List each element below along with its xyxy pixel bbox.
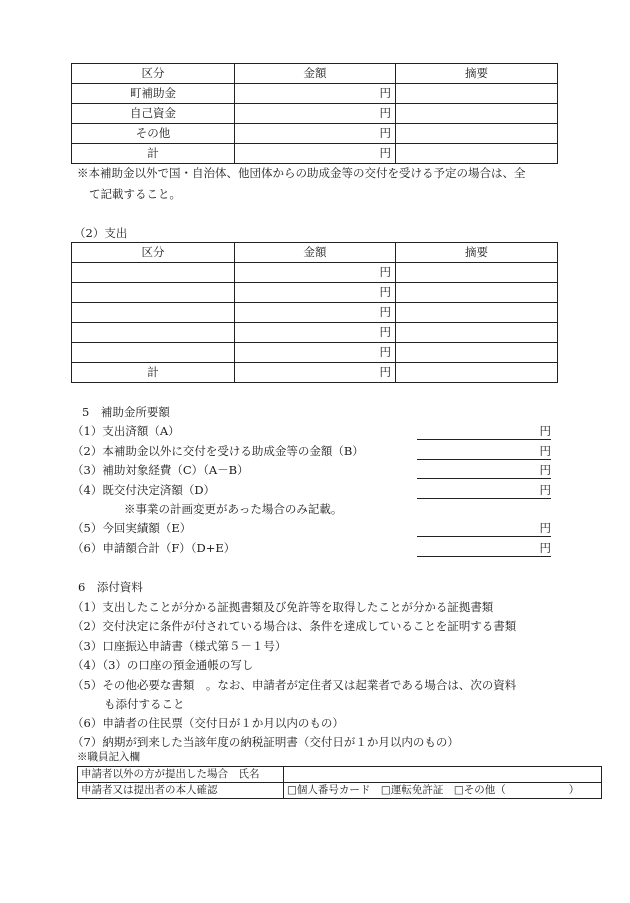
section6-item-6: （6）申請者の住民票（交付日が１か月以内のもの） — [72, 716, 344, 730]
section6-item-5-cont: も添付すること — [104, 697, 185, 711]
identity-check-options[interactable]: □個人番号カード □運転免許証 □その他（ ） — [284, 783, 602, 799]
row-note — [396, 323, 558, 343]
row-amount: 円 — [235, 84, 396, 104]
table-row — [72, 124, 558, 144]
row-amount: 円 — [235, 144, 396, 164]
row-note — [396, 363, 558, 383]
row-note — [396, 144, 558, 164]
table-row — [72, 283, 558, 303]
row-category: その他 — [72, 124, 235, 144]
section5-field-6[interactable]: 円 — [417, 539, 551, 557]
income-note-line-2: て記載すること。 — [89, 187, 181, 201]
row-category: 自己資金 — [72, 104, 235, 124]
table-row — [78, 783, 602, 799]
section6-item-2: （2）交付決定に条件が付されている場合は、条件を達成していることを証明する書類 — [72, 619, 517, 633]
section6-item-1: （1）支出したことが分かる証拠書類及び免許等を取得したことが分かる証拠書類 — [72, 600, 494, 614]
table-header-row — [72, 64, 558, 84]
row-note — [396, 124, 558, 144]
section6-item-7: （7）納期が到来した当該年度の納税証明書（交付日が１か月以内のもの） — [72, 735, 459, 749]
section5-note: ※事業の計画変更があった場合のみ記載。 — [124, 502, 343, 516]
section5-field-1[interactable]: 円 — [417, 422, 551, 440]
section5-item-6: （6）申請額合計（F）（D+E） — [72, 541, 236, 555]
row-amount: 円 — [235, 363, 396, 383]
section5-field-4[interactable]: 円 — [417, 481, 551, 499]
row-amount: 円 — [235, 263, 396, 283]
header-amount: 金額 — [235, 243, 396, 263]
section5-item-4: （4）既交付決定済額（D） — [72, 483, 216, 497]
expense-table — [71, 242, 558, 383]
row-amount: 円 — [235, 303, 396, 323]
row-amount: 円 — [235, 104, 396, 124]
section6-item-4: （4）（3）の口座の預金通帳の写し — [72, 658, 254, 672]
section5-field-3[interactable]: 円 — [417, 461, 551, 479]
section5-item-5: （5）今回実績額（E） — [72, 521, 192, 535]
row-note — [396, 303, 558, 323]
row-note — [396, 343, 558, 363]
staff-table — [77, 766, 602, 799]
submitter-name-label: 申請者以外の方が提出した場合 氏名 — [78, 767, 284, 783]
section5-item-3: （3）補助対象経費（C）（A－B） — [72, 463, 249, 477]
table-row — [72, 84, 558, 104]
row-category: 計 — [72, 144, 235, 164]
income-table — [71, 63, 558, 164]
row-category: 町補助金 — [72, 84, 235, 104]
identity-check-label: 申請者又は提出者の本人確認 — [78, 783, 284, 799]
table-row — [72, 323, 558, 343]
header-category: 区分 — [72, 243, 235, 263]
table-row — [72, 343, 558, 363]
staff-title: ※職員記入欄 — [77, 751, 140, 763]
section6-title: 6 添付資料 — [78, 580, 143, 594]
header-note: 摘要 — [396, 243, 558, 263]
row-amount: 円 — [235, 283, 396, 303]
row-note — [396, 263, 558, 283]
table-row — [72, 144, 558, 164]
table-row — [72, 303, 558, 323]
table-row — [72, 263, 558, 283]
section6-item-5: （5）その他必要な書類 。なお、申請者が定住者又は起業者である場合は、次の資料 — [72, 678, 517, 692]
submitter-name-field[interactable] — [284, 767, 602, 783]
header-category: 区分 — [72, 64, 235, 84]
section5-item-2: （2）本補助金以外に交付を受ける助成金等の金額（B） — [72, 444, 364, 458]
row-category — [72, 343, 235, 363]
row-note — [396, 283, 558, 303]
row-amount: 円 — [235, 323, 396, 343]
row-note — [396, 84, 558, 104]
table-header-row — [72, 243, 558, 263]
income-note-line-1: ※本補助金以外で国・自治体、他団体からの助成金等の交付を受ける予定の場合は、全 — [77, 166, 526, 180]
header-note: 摘要 — [396, 64, 558, 84]
section5-field-2[interactable]: 円 — [417, 442, 551, 460]
table-row — [72, 363, 558, 383]
section5-title: 5 補助金所要額 — [82, 405, 170, 419]
expense-title: （2）支出 — [74, 226, 128, 240]
row-category: 計 — [72, 363, 235, 383]
header-amount: 金額 — [235, 64, 396, 84]
section6-item-3: （3）口座振込申請書（様式第５－１号） — [72, 639, 287, 653]
row-category — [72, 303, 235, 323]
table-row — [78, 767, 602, 783]
table-row — [72, 104, 558, 124]
row-amount: 円 — [235, 343, 396, 363]
row-category — [72, 263, 235, 283]
row-amount: 円 — [235, 124, 396, 144]
row-category — [72, 323, 235, 343]
row-category — [72, 283, 235, 303]
row-note — [396, 104, 558, 124]
section5-field-5[interactable]: 円 — [417, 519, 551, 537]
section5-item-1: （1）支出済額（A） — [72, 424, 180, 438]
